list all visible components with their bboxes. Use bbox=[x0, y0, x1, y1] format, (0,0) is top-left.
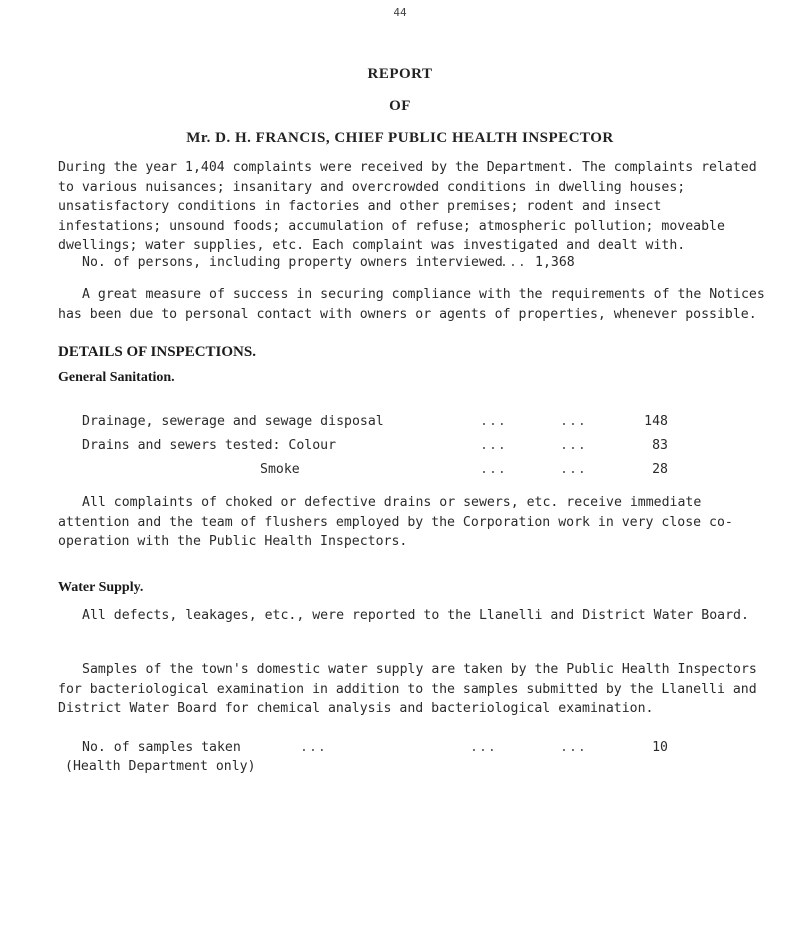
success-text: A great measure of success in securing compliance with the requirements of the Notices has been due to personal contact with owners or agents of properties, whenever possible. bbox=[58, 287, 765, 322]
report-title-of: OF bbox=[389, 98, 411, 114]
table-row-label: Drains and sewers tested: Colour bbox=[82, 438, 337, 453]
water-defects-text: All defects, leakages, etc., were reported to the Llanelli and District Water Board. bbox=[82, 608, 749, 623]
leader-dots: ... bbox=[560, 438, 587, 453]
table-row-value: 28 bbox=[652, 462, 668, 477]
leader-dots: ... bbox=[300, 740, 327, 755]
table-row-value: 148 bbox=[644, 414, 668, 429]
samples-taken-note: (Health Department only) bbox=[65, 759, 256, 774]
samples-taken-value: 10 bbox=[652, 740, 668, 755]
drains-note-text: All complaints of choked or defective drains or sewers, etc. receive immediate attention and the team of flushers employed by the Corporation work in very close co-operation with the Public Health Inspectors. bbox=[58, 495, 733, 549]
leader-dots: ... bbox=[480, 414, 507, 429]
intro-paragraph bbox=[58, 158, 766, 256]
leader-dots: ... bbox=[480, 438, 507, 453]
table-row-label: Smoke bbox=[260, 462, 300, 477]
table-row-label: Drainage, sewerage and sewage disposal bbox=[82, 414, 384, 429]
leader-dots: ... bbox=[560, 462, 587, 477]
water-supply-heading: Water Supply. bbox=[58, 580, 144, 595]
drains-note-paragraph bbox=[58, 493, 766, 552]
details-heading: DETAILS OF INSPECTIONS. bbox=[58, 344, 256, 360]
leader-dots: ... bbox=[500, 255, 527, 270]
report-author: Mr. D. H. FRANCIS, CHIEF PUBLIC HEALTH INSPECTOR bbox=[186, 130, 614, 146]
success-paragraph bbox=[58, 285, 766, 324]
leader-dots: ... bbox=[470, 740, 497, 755]
persons-interviewed-label: No. of persons, including property owners interviewed bbox=[82, 255, 503, 270]
leader-dots: ... bbox=[560, 740, 587, 755]
water-samples-text: Samples of the town's domestic water supply are taken by the Public Health Inspectors for bacteriological examination in addition to the samples submitted by the Llanelli and District Water Board for chemical analysis and bacteriological examination. bbox=[58, 662, 757, 716]
leader-dots: ... bbox=[480, 462, 507, 477]
water-defects-paragraph bbox=[58, 606, 766, 626]
table-row-value: 83 bbox=[652, 438, 668, 453]
intro-text: During the year 1,404 complaints were received by the Department. The complaints related to various nuisances; insanitary and overcrowded conditions in dwelling houses; unsatisfactory conditions in factories and other premises; rodent and insect infestations; unsound foods; accumulation of refuse; atmospheric pollution; moveable dwellings; water supplies, etc. Each complaint was investigated and dealt with. bbox=[58, 160, 757, 253]
report-title: REPORT bbox=[367, 66, 433, 82]
page-number: 44 bbox=[393, 6, 407, 19]
persons-interviewed-value: 1,368 bbox=[535, 255, 575, 270]
samples-taken-label: No. of samples taken bbox=[82, 740, 241, 755]
water-samples-paragraph bbox=[58, 660, 766, 719]
leader-dots: ... bbox=[560, 414, 587, 429]
general-sanitation-heading: General Sanitation. bbox=[58, 370, 175, 385]
